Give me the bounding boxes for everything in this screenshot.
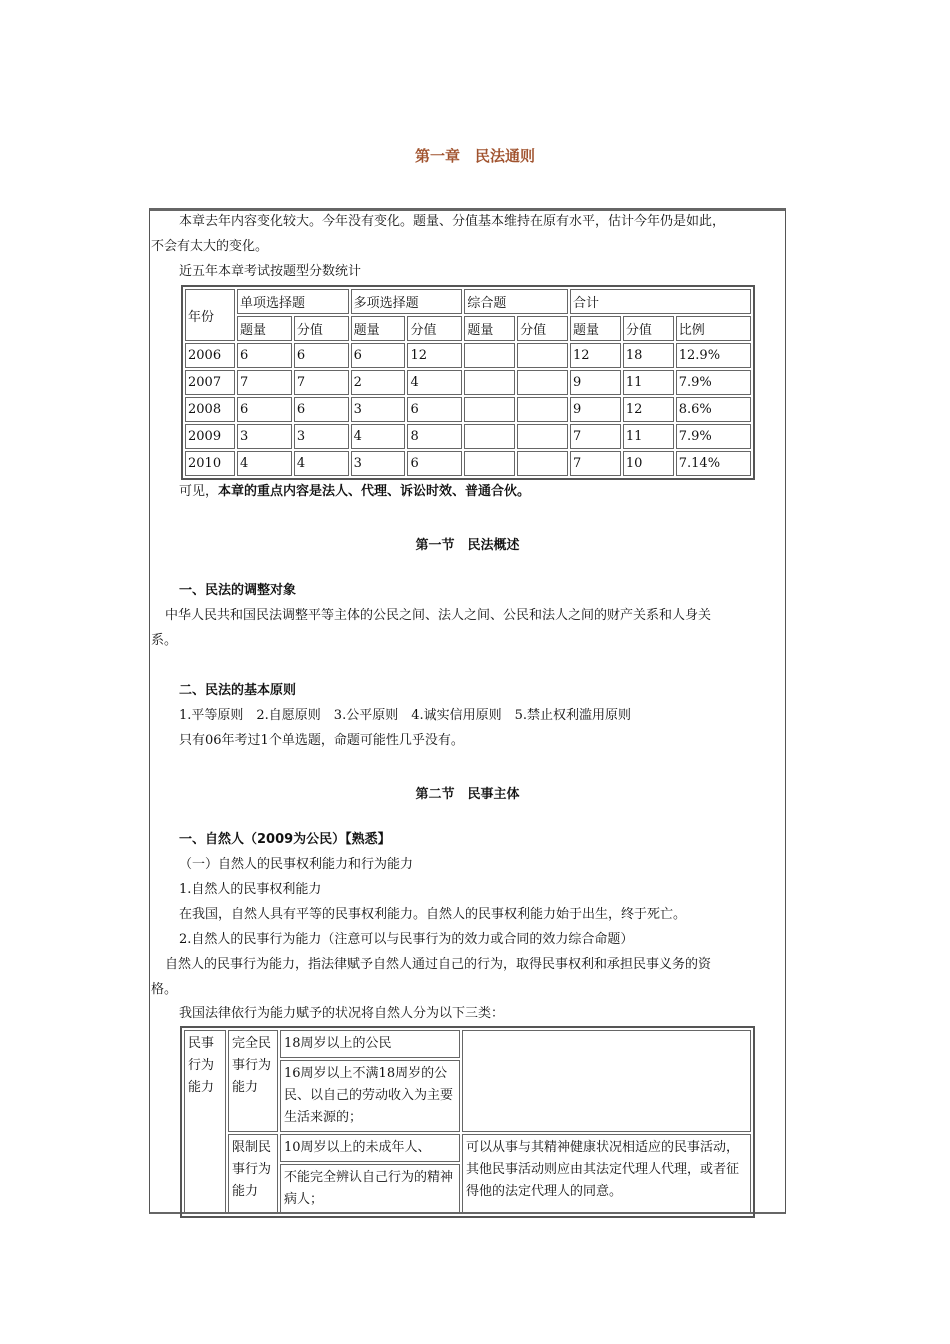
cell: 7 xyxy=(570,451,621,476)
table-row xyxy=(185,343,751,368)
cell xyxy=(464,370,515,395)
cell: 12.9% xyxy=(676,343,751,368)
sub-header: 题量 xyxy=(570,316,621,341)
cell: 3 xyxy=(351,397,406,422)
table-subheader-row xyxy=(185,316,751,341)
cell: 3 xyxy=(237,424,292,449)
cell: 9 xyxy=(570,370,621,395)
table-row xyxy=(185,370,751,395)
cell: 8.6% xyxy=(676,397,751,422)
chapter-title: 第一章 民法通则 xyxy=(414,147,535,165)
capacity-root-cell: 民事行为能力 xyxy=(184,1030,226,1214)
cell xyxy=(464,424,515,449)
sub-header: 比例 xyxy=(676,316,751,341)
cell-year: 2009 xyxy=(185,424,235,449)
conclusion-prefix: 可见， xyxy=(179,484,219,499)
capacity-table xyxy=(180,1026,755,1218)
section-1-title: 第一节 民法概述 xyxy=(415,538,520,553)
cell: 18 xyxy=(623,343,674,368)
cell: 7.9% xyxy=(676,424,751,449)
cell: 3 xyxy=(351,451,406,476)
item-1-text: 在我国，自然人具有平等的民事权利能力。自然人的民事权利能力始于出生，终于死亡。 xyxy=(179,907,687,922)
cell: 12 xyxy=(570,343,621,368)
sub-header: 题量 xyxy=(464,316,515,341)
cell: 7 xyxy=(237,370,292,395)
section-1-para-line-2: 系。 xyxy=(151,633,178,648)
stats-caption: 近五年本章考试按题型分数统计 xyxy=(179,264,362,279)
cell-year: 2008 xyxy=(185,397,235,422)
cell: 7.9% xyxy=(676,370,751,395)
limited-case-2: 不能完全辨认自己行为的精神病人； xyxy=(280,1164,460,1214)
cell: 12 xyxy=(623,397,674,422)
full-capacity-cell: 完全民事行为能力 xyxy=(228,1030,278,1132)
table-header-row xyxy=(185,289,751,314)
group-header: 多项选择题 xyxy=(351,289,463,314)
cell: 6 xyxy=(351,343,406,368)
cell: 6 xyxy=(407,397,462,422)
cell: 7.14% xyxy=(676,451,751,476)
cell: 6 xyxy=(294,397,349,422)
intro-line-1: 本章去年内容变化较大。今年没有变化。题量、分值基本维持在原有水平，估计今年仍是如此， xyxy=(179,214,726,229)
cell: 2 xyxy=(351,370,406,395)
principles-list: 1.平等原则 2.自愿原则 3.公平原则 4.诚实信用原则 5.禁止权利滥用原则 xyxy=(179,708,632,723)
item-2-title: 2.自然人的民事行为能力（注意可以与民事行为的效力或合同的效力综合命题） xyxy=(179,932,634,947)
sub-header: 分值 xyxy=(407,316,462,341)
principles-note: 只有06年考过1个单选题，命题可能性几乎没有。 xyxy=(179,733,464,748)
cell: 6 xyxy=(294,343,349,368)
cell: 4 xyxy=(407,370,462,395)
section-2-subheading: （一）自然人的民事权利能力和行为能力 xyxy=(179,857,414,872)
table-row xyxy=(185,397,751,422)
cell: 6 xyxy=(407,451,462,476)
cell xyxy=(517,451,568,476)
group-header: 综合题 xyxy=(464,289,568,314)
group-header: 合计 xyxy=(570,289,751,314)
cell: 7 xyxy=(294,370,349,395)
sub-header: 分值 xyxy=(294,316,349,341)
cell xyxy=(464,343,515,368)
sub-header: 题量 xyxy=(351,316,406,341)
limited-note: 可以从事与其精神健康状况相适应的民事活动，其他民事活动则应由其法定代理人代理，或者征得他的法定代理人的同意。 xyxy=(462,1134,751,1214)
cell xyxy=(517,343,568,368)
group-header: 单项选择题 xyxy=(237,289,349,314)
cell: 9 xyxy=(570,397,621,422)
year-header: 年份 xyxy=(185,289,235,341)
cell xyxy=(517,397,568,422)
cell-year: 2007 xyxy=(185,370,235,395)
cell-year: 2006 xyxy=(185,343,235,368)
section-1-heading-2: 二、民法的基本原则 xyxy=(179,683,297,698)
cell: 11 xyxy=(623,424,674,449)
cell xyxy=(464,451,515,476)
sub-header: 分值 xyxy=(623,316,674,341)
cell: 3 xyxy=(294,424,349,449)
conclusion-emphasis: 本章的重点内容是法人、代理、诉讼时效、普通合伙。 xyxy=(218,484,531,499)
table-row xyxy=(185,424,751,449)
cell: 4 xyxy=(237,451,292,476)
intro-line-2: 不会有太大的变化。 xyxy=(151,239,269,254)
cell: 6 xyxy=(237,397,292,422)
limited-capacity-cell: 限制民事行为能力 xyxy=(228,1134,278,1214)
cell: 12 xyxy=(407,343,462,368)
item-2-line-2: 格。 xyxy=(151,982,178,997)
item-2-classify: 我国法律依行为能力赋予的状况将自然人分为以下三类： xyxy=(179,1006,505,1021)
cell: 4 xyxy=(294,451,349,476)
cell: 10 xyxy=(623,451,674,476)
section-1-para-line-1: 中华人民共和国民法调整平等主体的公民之间、法人之间、公民和法人之间的财产关系和人身关 xyxy=(165,608,712,623)
cell xyxy=(464,397,515,422)
item-2-line-1: 自然人的民事行为能力，指法律赋予自然人通过自己的行为，取得民事权利和承担民事义务的资 xyxy=(165,957,712,972)
cell: 11 xyxy=(623,370,674,395)
full-case-2: 16周岁以上不满18周岁的公民、以自己的劳动收入为主要生活来源的； xyxy=(280,1060,460,1132)
item-1-title: 1.自然人的民事权利能力 xyxy=(179,882,322,897)
cell: 8 xyxy=(407,424,462,449)
exam-stats-table xyxy=(181,285,755,480)
sub-header: 题量 xyxy=(237,316,292,341)
section-2-title: 第二节 民事主体 xyxy=(415,787,520,802)
section-1-heading-1: 一、民法的调整对象 xyxy=(179,583,297,598)
cell xyxy=(517,370,568,395)
full-note-empty xyxy=(462,1030,751,1132)
cell xyxy=(517,424,568,449)
full-case-1: 18周岁以上的公民 xyxy=(280,1030,460,1058)
table-row xyxy=(185,451,751,476)
limited-case-1: 10周岁以上的未成年人、 xyxy=(280,1134,460,1162)
cell-year: 2010 xyxy=(185,451,235,476)
cell: 4 xyxy=(351,424,406,449)
sub-header: 分值 xyxy=(517,316,568,341)
conclusion xyxy=(179,484,530,500)
cell: 6 xyxy=(237,343,292,368)
section-2-heading-1: 一、自然人（2009为公民）【熟悉】 xyxy=(179,832,391,847)
cell: 7 xyxy=(570,424,621,449)
